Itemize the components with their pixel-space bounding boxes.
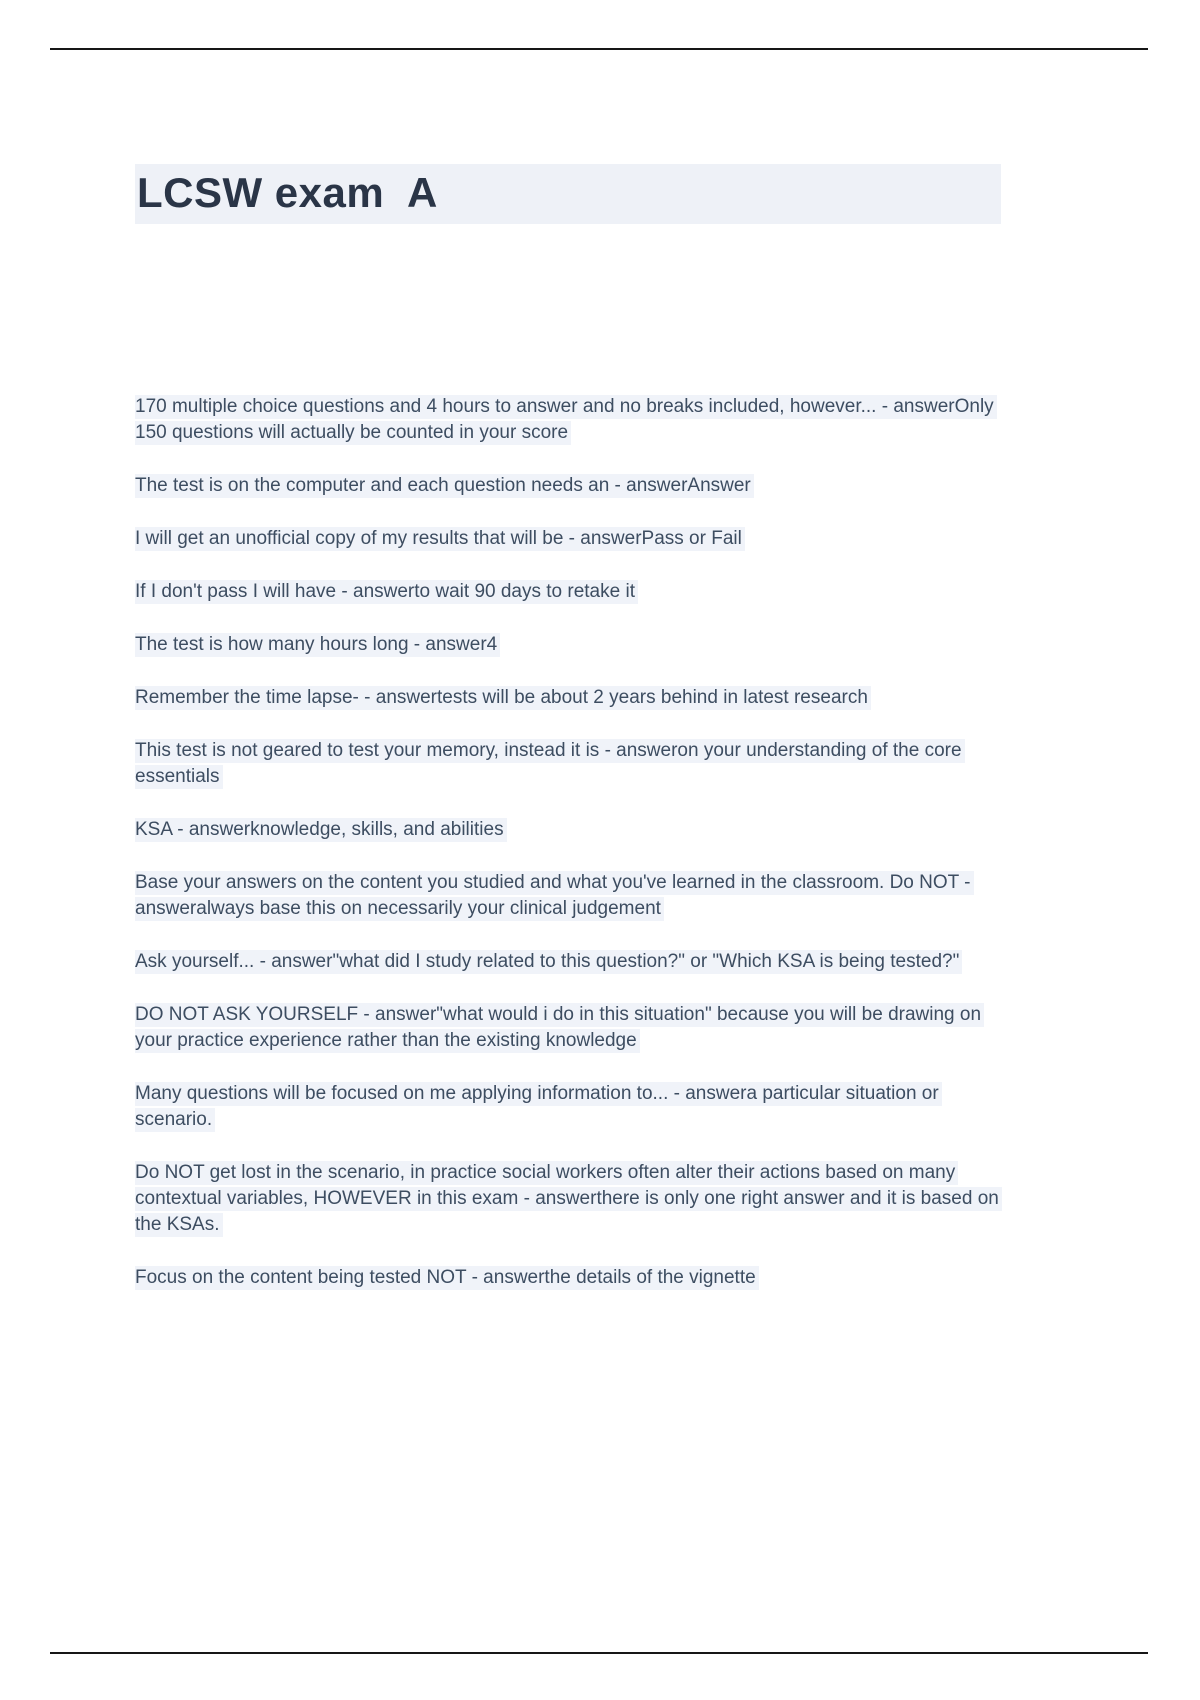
qa-item xyxy=(135,949,1007,975)
qa-text: 170 multiple choice questions and 4 hours to answer and no breaks included, however... - answerOnly 150 questions will actually be counted in your score xyxy=(135,395,997,445)
qa-item xyxy=(135,870,1007,922)
qa-text: This test is not geared to test your memory, instead it is - answeron your understanding of the core essentials xyxy=(135,739,965,789)
qa-text: Focus on the content being tested NOT - answerthe details of the vignette xyxy=(135,1266,759,1290)
page-title: LCSW exam A xyxy=(135,164,1001,224)
qa-item xyxy=(135,685,1007,711)
top-divider xyxy=(50,48,1148,50)
qa-text: Many questions will be focused on me applying information to... - answera particular situation or scenario. xyxy=(135,1082,942,1132)
qa-text: Ask yourself... - answer"what did I study related to this question?" or "Which KSA is being tested?" xyxy=(135,950,962,974)
qa-item xyxy=(135,817,1007,843)
qa-text: Base your answers on the content you studied and what you've learned in the classroom. Do NOT - answeralways base this on necessarily your clinical judgement xyxy=(135,871,974,921)
qa-item xyxy=(135,738,1007,790)
qa-text: I will get an unofficial copy of my results that will be - answerPass or Fail xyxy=(135,527,745,551)
qa-item xyxy=(135,1002,1007,1054)
qa-item xyxy=(135,526,1007,552)
qa-item xyxy=(135,632,1007,658)
qa-item xyxy=(135,394,1007,446)
qa-text: The test is on the computer and each question needs an - answerAnswer xyxy=(135,474,754,498)
qa-item xyxy=(135,579,1007,605)
qa-item xyxy=(135,1160,1007,1238)
qa-list xyxy=(135,394,1007,1318)
qa-item xyxy=(135,473,1007,499)
qa-text: DO NOT ASK YOURSELF - answer"what would i do in this situation" because you will be drawing on your practice experience rather than the existing knowledge xyxy=(135,1003,984,1053)
qa-item xyxy=(135,1081,1007,1133)
qa-text: The test is how many hours long - answer4 xyxy=(135,633,500,657)
bottom-divider xyxy=(50,1652,1148,1654)
qa-item xyxy=(135,1265,1007,1291)
qa-text: KSA - answerknowledge, skills, and abilities xyxy=(135,818,507,842)
qa-text: If I don't pass I will have - answerto wait 90 days to retake it xyxy=(135,580,638,604)
qa-text: Do NOT get lost in the scenario, in practice social workers often alter their actions based on many contextual variables, HOWEVER in this exam - answerthere is only one right answer and it is based on the KSAs. xyxy=(135,1161,1002,1237)
qa-text: Remember the time lapse- - answertests will be about 2 years behind in latest research xyxy=(135,686,871,710)
